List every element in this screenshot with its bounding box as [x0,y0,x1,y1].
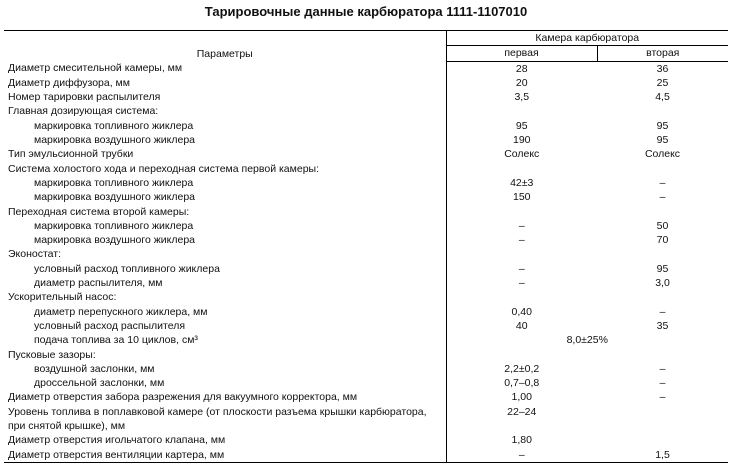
section-heading: Пусковые зазоры: [4,348,446,362]
table-row [4,162,728,176]
second-value: Солекс [644,148,681,161]
section-heading: Система холостого хода и переходная система первой камеры: [4,162,446,176]
param-cell: маркировка воздушного жиклера [4,133,446,147]
header-second-chamber: вторая [597,46,728,61]
second-value: 25 [656,76,669,89]
first-value [446,162,597,176]
second-value: – [659,305,666,318]
second-value: 50 [656,219,669,232]
table-row [4,176,728,190]
second-value: 4,5 [655,91,670,104]
second-value: 95 [656,262,669,275]
header-camera: Камера карбюратора [446,31,728,46]
first-value: 28 [515,62,528,75]
param-cell: Диаметр отверстия игольчатого клапана, мм [4,433,446,447]
table-row [4,333,728,347]
table-row [4,276,728,290]
first-value [446,205,597,219]
second-value: 95 [656,119,669,132]
first-value: 2,2±0,2 [504,362,540,375]
table-row [4,262,728,276]
first-value: 95 [515,119,528,132]
table-row [4,348,728,362]
second-value [597,405,728,434]
table-row [4,219,728,233]
section-heading: Главная дозирующая система: [4,104,446,118]
table-row [4,147,728,161]
param-cell: маркировка топливного жиклера [4,219,446,233]
table-row [4,205,728,219]
table-row [4,362,728,376]
param-cell: маркировка воздушного жиклера [4,190,446,204]
param-cell: диаметр распылителя, мм [4,276,446,290]
param-cell: маркировка воздушного жиклера [4,233,446,247]
second-value [597,162,728,176]
param-cell: диаметр перепускного жиклера, мм [4,305,446,319]
param-cell: дроссельной заслонки, мм [4,376,446,390]
table-row [4,233,728,247]
table-row [4,190,728,204]
calibration-table [4,30,728,463]
second-value [597,348,728,362]
first-value: 190 [512,134,531,147]
table-row [4,376,728,390]
table-row [4,119,728,133]
table-row [4,133,728,147]
first-value: – [518,277,525,290]
section-heading: Ускорительный насос: [4,290,446,304]
param-cell: подача топлива за 10 циклов, см³ [4,333,446,347]
param-cell: Диаметр отверстия вентиляции картера, мм [4,448,446,463]
param-cell: Уровень топлива в поплавковой камере (от плоскости разъема крышки карбюратора, при снятой крышке), мм [4,405,446,434]
first-value: – [518,234,525,247]
first-value: 1,80 [511,434,532,447]
param-cell: Диаметр диффузора, мм [4,76,446,90]
merged-value: 8,0±25% [566,334,608,347]
table-row [4,90,728,104]
section-heading: Эконостат: [4,247,446,261]
second-value: 36 [656,62,669,75]
table-row [4,104,728,118]
param-cell: Тип эмульсионной трубки [4,147,446,161]
table-row [4,76,728,90]
first-value: 0,7–0,8 [504,377,540,390]
second-value [597,247,728,261]
second-value: – [659,362,666,375]
first-value: – [446,448,597,463]
first-value: Солекс [504,148,540,161]
second-value: 35 [656,319,669,332]
first-value: – [518,262,525,275]
first-value: 150 [512,191,531,204]
second-value [597,433,728,447]
table-row [4,305,728,319]
param-cell: условный расход распылителя [4,319,446,333]
first-value [446,247,597,261]
first-value: 1,00 [511,391,532,404]
table-row [4,247,728,261]
first-value: 0,40 [511,305,532,318]
header-first-chamber: первая [446,46,597,61]
first-value: 42±3 [510,176,534,189]
first-value: 3,5 [514,91,530,104]
section-heading: Переходная система второй камеры: [4,205,446,219]
first-value [446,348,597,362]
table-row [4,290,728,304]
table-row [4,433,728,447]
second-value: 95 [656,134,669,147]
param-cell: Диаметр смесительной камеры, мм [4,61,446,76]
second-value [597,205,728,219]
first-value [446,290,597,304]
table-row [4,448,728,463]
second-value: 70 [656,234,669,247]
second-value: – [659,377,666,390]
table-row [4,390,728,404]
table-row [4,319,728,333]
second-value: – [659,191,666,204]
second-value: – [659,391,666,404]
first-value: 40 [515,319,528,332]
param-cell: воздушной заслонки, мм [4,362,446,376]
first-value: 20 [515,76,528,89]
param-cell: маркировка топливного жиклера [4,119,446,133]
second-value: 3,0 [655,277,670,290]
first-value: – [518,219,525,232]
table-row [4,61,728,76]
second-value [597,290,728,304]
second-value: 1,5 [597,448,728,463]
param-cell: условный расход топливного жиклера [4,262,446,276]
table-row [4,405,728,434]
document-title: Тарировочные данные карбюратора 1111-1107010 [204,4,528,19]
first-value [446,104,597,118]
first-value: 22–24 [507,405,537,418]
param-cell: Номер тарировки распылителя [4,90,446,104]
param-cell: Диаметр отверстия забора разрежения для вакуумного корректора, мм [4,390,446,404]
second-value: – [659,176,666,189]
param-cell: маркировка топливного жиклера [4,176,446,190]
header-params: Параметры [4,31,446,62]
second-value [597,104,728,118]
